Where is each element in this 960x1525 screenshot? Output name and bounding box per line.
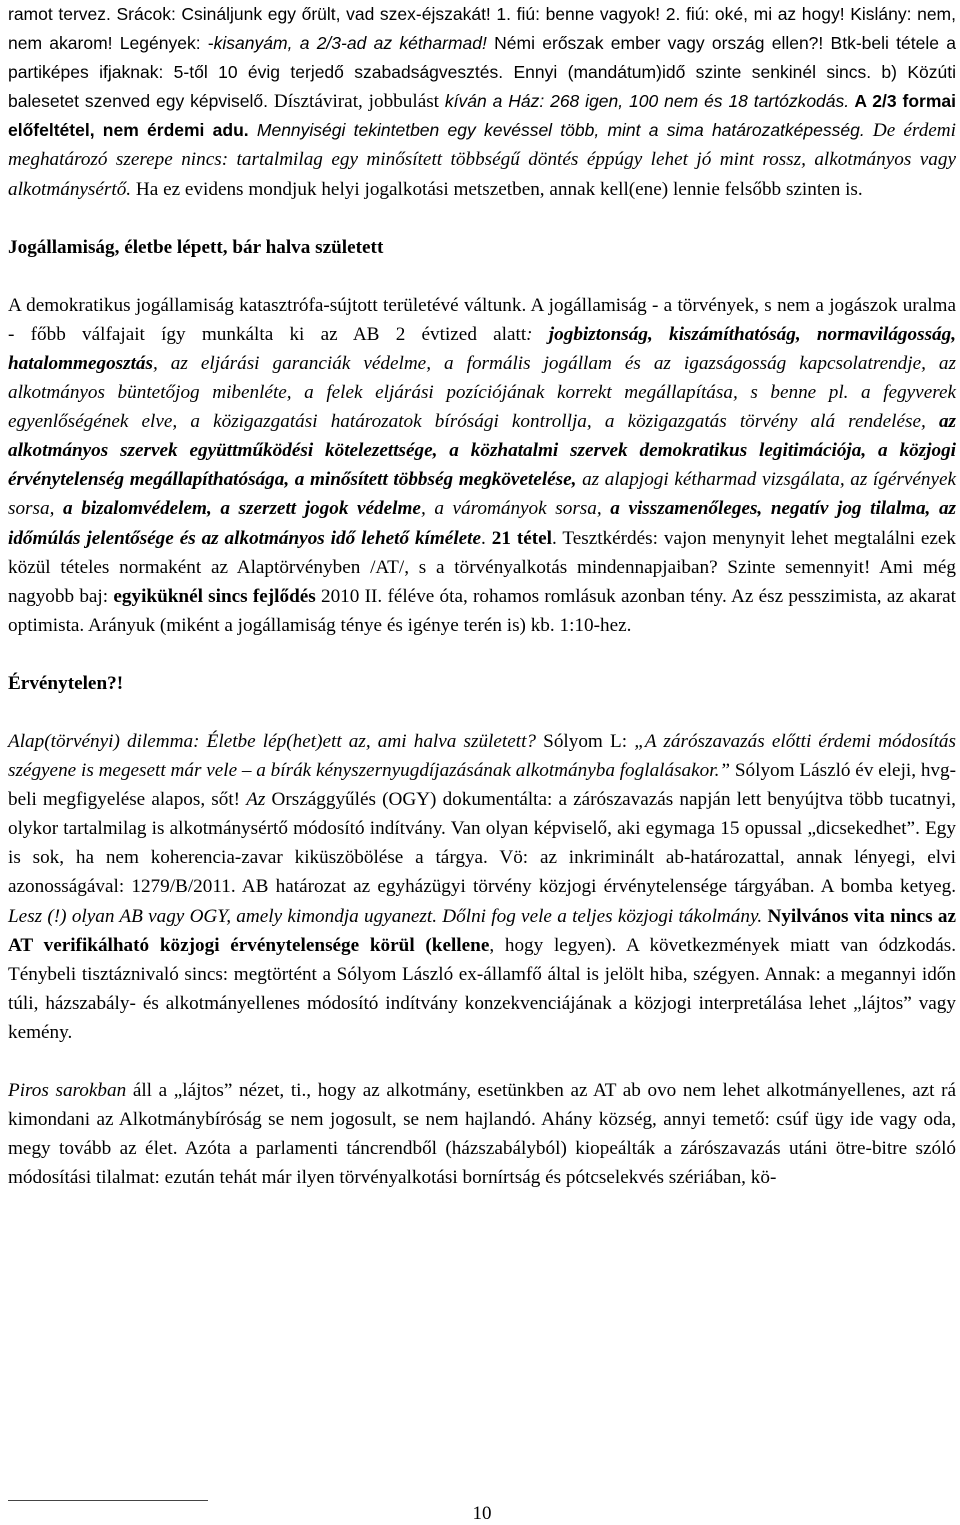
rc-italic-lead: Piros sarokban — [8, 1080, 127, 1101]
paragraph-invalid — [8, 727, 956, 1047]
inv-italic-quote: „A zárószavazás előtti érdemi módosítás szégyene is megesett már vele – a bírák kényszernyugdíjazásának alkotmányba foglalásakor.” — [8, 730, 956, 782]
inv-italic-dilemma: Alap(törvényi) dilemma: Életbe lép(het)ett az, ami halva született? — [8, 730, 536, 752]
rol-bold-list-3: a bizalomvédelem, a szerzett jogok védelme — [63, 498, 421, 520]
page-number: 10 — [472, 1503, 492, 1524]
rol-21-theses: 21 tétel — [491, 527, 552, 549]
rol-colon: : — [526, 323, 549, 345]
inv-bold-debate: Nyilvános vita nincs az AT verifikálható közjogi érvénytelensége körül (kellene — [8, 905, 956, 956]
inv-text: Sólyom L: — [536, 730, 635, 752]
rol-italic-list: , az eljárási garanciák védelme, a formális jogállam és az igazságosság kapcsolatrendje, az alkotmányos büntetőjog mibenléte, a felek eljárási pozíciójának korrekt megállapítása, s benne pl. a fegyverek egyenlőségének elve, a közigazgatási határozatok bírósági kontrollja, a közigazgatás törvény alá rendelése, — [8, 352, 956, 433]
section-heading-invalid: Érvénytelen?! — [8, 672, 124, 694]
document-page — [8, 0, 956, 1525]
intro-text-2: Némi erőszak ember vagy ország ellen?! Btk-beli tétele a partiképes ifjaknak: 5-től 10 évig terjedő szabadságvesztés. Ennyi (mandátum)idő szinte senkinél sincs. b) Közúti balesetet szenved egy képviselő. — [8, 33, 956, 112]
rol-bold-list: jogbiztonság, kiszámíthatóság, normavilágosság, hatalommegosztás — [8, 323, 957, 374]
intro-italic-quantity: Mennyiségi tekintetben egy kevéssel több, mint a sima határozatképesség. — [248, 120, 865, 141]
intro-italic-quality: De érdemi meghatározó szerepe nincs: tartalmilag egy minősített többségű döntés éppúgy lehet jó mint rossz, alkotmányos vagy alkotmánysértő. — [8, 120, 956, 200]
inv-italic-az: Az — [246, 789, 266, 811]
rol-no-progress: egyiküknél sincs fejlődés — [113, 585, 316, 607]
rol-text-3: 2010 II. féléve óta, rohamos romlásuk azonban tény. Az ész pesszimista, az akarat optimista. Arányuk (miként a jogállamiság ténye és igénye terén is) kb. 1:10-hez. — [8, 585, 956, 636]
paragraph-rule-of-law — [8, 291, 956, 640]
footer-rule — [8, 1500, 208, 1501]
intro-vote-result: kíván a Ház: 268 igen, 100 nem és 18 tartózkodás. — [444, 91, 850, 112]
intro-text: ramot tervez. Srácok: Csináljunk egy őrült, vad szex-éjszakát! 1. fiú: benne vagyok! 2. fiú: oké, mi az hogy! Kislány: nem, nem akarom! Legények: - — [8, 4, 956, 54]
paragraph-red-corner — [8, 1076, 956, 1192]
intro-telegram: Dísztávirat, jobbulást — [273, 91, 445, 113]
paragraph-intro — [8, 0, 956, 204]
intro-text-3: Ha ez evidens mondjuk helyi jogalkotási metszetben, annak kell(ene) lennie felsőbb szinten is. — [131, 178, 863, 200]
section-heading-rule-of-law: Jogállamiság, életbe lépett, bár halva született — [8, 236, 384, 258]
rol-text-2: . Tesztkérdés: vajon menynyit lehet megtalálni ezek közül tételes normaként az Alaptörvényben /AT/, s a törvényalkotás mindennapjaiban? Szinte semennyit! Ami még nagyobb baj: — [8, 527, 957, 607]
rol-italic-list-3: , a várományok sorsa, — [420, 498, 611, 520]
rol-italic-list-2: az alapjogi kétharmad vizsgálata, az ígérvények sorsa, — [8, 469, 956, 520]
inv-text-3: Országgyűlés (OGY) dokumentálta: a zárószavazás napján lett benyújtva több tucatnyi, olykor tartalmilag is alkotmánysértő módosító indítvány. Van olyan képviselő, aki egymaga 15 opussal „dicsekedhet”. Egy is sok, ha nem koherencia-zavar kiküszöbölése a tárgya. Vö: az inkriminált ab-határozattal, annak lényegi, elvi azonosságával: 1279/B/2011. AB határozat az egyházügyi törvény közjogi érvénytelensége tárgyában. A bomba ketyeg. — [8, 789, 956, 898]
inv-text-4: , hogy legyen). A következmények miatt van ódzkodás. Ténybeli tisztáznivaló sincs: megtörtént a Sólyom László ex-államfő által is jelölt hiba, szégyen. Annak: a megannyi időn túli, házszabály- és alkotmányellenes módosító indítvány konzekvenciájának a közjogi interpretálása lehet „lájtos” vagy kemény. — [8, 934, 957, 1043]
rol-text: A demokratikus jogállamiság katasztrófa-sújtott területévé váltunk. A jogállamiság - a törvények, s nem a jogászok uralma - főbb válfajait így munkálta ki az AB 2 évtized alatt — [8, 294, 956, 345]
rol-punct: . — [481, 527, 492, 549]
inv-italic-prediction: Lesz (!) olyan AB vagy OGY, amely kimondja ugyanezt. Dőlni fog vele a teljes közjogi tákolmány. — [8, 905, 763, 927]
intro-bold-claim: A 2/3 formai előfeltétel, nem érdemi adu. — [8, 91, 956, 141]
inv-text-2: Sólyom László év eleji, hvg-beli megfigyelése alapos, sőt! — [8, 760, 957, 811]
rol-bold-list-4: a visszamenőleges, negatív jog tilalma, az időmúlás jelentősége és az alkotmányos idő lehető kímélete — [8, 498, 957, 549]
rol-bold-list-2: az alkotmányos szervek együttműködési kötelezettsége, a közhatalmi szervek demokratikus legitimációja, a közjogi érvénytelenség megállapíthatósága, a minősített többség megkövetelése, — [8, 411, 956, 491]
intro-italic-quote: kisanyám, a 2/3-ad az kétharmad! — [213, 33, 487, 54]
rc-text: áll a „lájtos” nézet, ti., hogy az alkotmány, esetünkben az AT ab ovo nem lehet alkotmányellenes, azt rá kimondani az Alkotmánybíróság se nem jogosult, se nem hajlandó. Ahány község, annyi temető: csúf ügy ide vagy oda, megy tovább az élet. Azóta a parlamenti táncrendből (házszabályból) kiopeálták a zárószavazás utáni ötre-bitre szóló módosítási tilalmat: ezután tehát már ilyen törvényalkotási bornírtság és pótcselekvés szériában, kö- — [8, 1080, 957, 1189]
